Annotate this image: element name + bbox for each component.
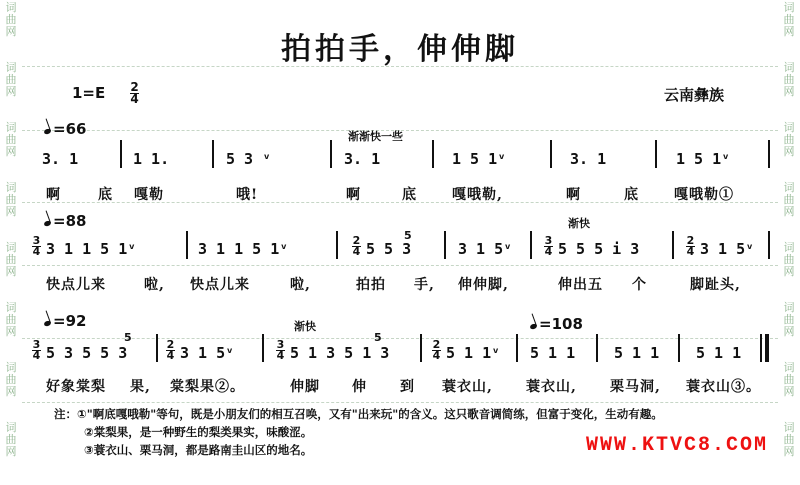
lyric: 底 — [98, 187, 113, 203]
measure-notes: 5 5 3 — [366, 240, 412, 258]
quarter-note-icon — [43, 220, 51, 227]
lyric: 啊 — [46, 187, 61, 203]
barline — [530, 231, 532, 259]
tempo-change-mark: 渐快 — [294, 320, 316, 333]
watermark-right-4: 词 曲 网 — [783, 181, 795, 218]
barline — [655, 140, 657, 168]
time-signature: 2 4 — [432, 338, 441, 362]
lyric: 嘎哦勒, — [452, 187, 503, 203]
measure-notes: 1 5 1ᵛ — [676, 150, 731, 168]
measure-notes: 1 5 1ᵛ — [452, 150, 507, 168]
watermark-right-6: 词 曲 网 — [783, 301, 795, 338]
quarter-note-icon — [43, 320, 51, 327]
divider — [22, 338, 778, 339]
watermark-left-5: 词 曲 网 — [5, 241, 17, 278]
tempo-mark: =108 — [530, 315, 583, 333]
watermark-left-1: 词 曲 网 — [5, 1, 17, 38]
lyric: 啊 — [346, 187, 361, 203]
barline — [550, 140, 552, 168]
barline — [156, 334, 158, 362]
song-title: 拍拍手，伸伸脚 — [281, 32, 519, 67]
lyric: 到 — [400, 379, 415, 395]
lyric: 棠梨果②。 — [170, 379, 245, 395]
tempo-mark: =88 — [44, 212, 86, 230]
lyric: 快点儿来 — [190, 277, 250, 293]
watermark-right-3: 词 曲 网 — [783, 121, 795, 158]
grace-note: 5 — [404, 229, 412, 242]
barline — [760, 334, 762, 362]
watermark-left-4: 词 曲 网 — [5, 181, 17, 218]
lyric: 拍拍 — [356, 277, 386, 293]
measure-notes: 5 3 5 5 3 — [46, 344, 128, 362]
lyric: 蓑衣山, — [442, 379, 493, 395]
lyric: 蓑衣山③。 — [686, 379, 761, 395]
quarter-note-icon — [43, 128, 51, 135]
lyric: 嘎勒 — [134, 187, 164, 203]
measure-notes: 3. 1 — [42, 150, 79, 168]
divider — [22, 402, 778, 403]
barline — [768, 231, 770, 259]
barline — [444, 231, 446, 259]
barline — [420, 334, 422, 362]
site-url: WWW.KTVC8.COM — [586, 434, 769, 457]
footnote: ③蓑衣山、栗马洞，都是路南圭山区的地名。 — [84, 443, 313, 457]
lyric: 伸 — [352, 379, 367, 395]
measure-notes: 3 1 5ᵛ — [458, 240, 513, 258]
watermark-left-2: 词 曲 网 — [5, 61, 17, 98]
measure-notes: 5 1 1 — [614, 344, 660, 362]
measure-notes: 3 1 1 5 1ᵛ — [46, 240, 137, 258]
time-signature: 3 4 — [32, 234, 41, 258]
watermark-right-7: 词 曲 网 — [783, 361, 795, 398]
barline — [336, 231, 338, 259]
barline — [596, 334, 598, 362]
lyric: 脚趾头, — [690, 277, 741, 293]
lyric: 好象棠梨 — [46, 379, 106, 395]
measure-notes: 5 3 ᵛ — [226, 150, 272, 168]
footnote: 注：①"啊底嘎哦勒"等句，既是小朋友们的相互召唤，又有"出来玩"的含义。这只歌音调简练，但富于变化，生动有趣。 — [54, 407, 663, 421]
time-signature: 3 4 — [32, 338, 41, 362]
time-signature: 3 4 — [276, 338, 285, 362]
measure-notes: 5 1 1ᵛ — [446, 344, 501, 362]
watermark-right-2: 词 曲 网 — [783, 61, 795, 98]
lyric: 个 — [632, 277, 647, 293]
measure-notes: 5 5 5 i 3 — [558, 240, 640, 258]
measure-notes: 3 1 5ᵛ — [700, 240, 755, 258]
lyric: 果, — [130, 379, 151, 395]
watermark-right-5: 词 曲 网 — [783, 241, 795, 278]
final-barline — [765, 334, 769, 362]
lyric: 哦! — [236, 187, 259, 203]
barline — [262, 334, 264, 362]
tempo-mark: =92 — [44, 312, 86, 330]
quarter-note-icon — [529, 323, 537, 330]
lyric: 啦, — [144, 277, 165, 293]
watermark-right-1: 词 曲 网 — [783, 1, 795, 38]
lyric: 栗马洞, — [610, 379, 661, 395]
watermark-right-8: 词 曲 网 — [783, 421, 795, 458]
lyric: 伸出五 — [558, 277, 603, 293]
tempo-change-mark: 渐渐快一些 — [348, 130, 403, 143]
measure-notes: 5 1 1 — [530, 344, 576, 362]
measure-notes: 3 1 1 5 1ᵛ — [198, 240, 289, 258]
watermark-left-7: 词 曲 网 — [5, 361, 17, 398]
time-signature: 2 4 — [686, 234, 695, 258]
lyric: 伸脚 — [290, 379, 320, 395]
watermark-left-3: 词 曲 网 — [5, 121, 17, 158]
lyric: 蓑衣山, — [526, 379, 577, 395]
lyric: 底 — [624, 187, 639, 203]
barline — [678, 334, 680, 362]
lyric: 伸伸脚, — [458, 277, 509, 293]
measure-notes: 5 1 1 — [696, 344, 742, 362]
time-signature: 3 4 — [544, 234, 553, 258]
barline — [516, 334, 518, 362]
lyric: 啦, — [290, 277, 311, 293]
tempo-change-mark: 渐快 — [568, 217, 590, 230]
measure-notes: 3. 1 — [344, 150, 381, 168]
grace-note: 5 — [124, 331, 132, 344]
lyric: 快点儿来 — [46, 277, 106, 293]
time-signature: 2 4 — [352, 234, 361, 258]
key-signature: 1=E — [72, 84, 106, 102]
measure-notes: 3 1 5ᵛ — [180, 344, 235, 362]
lyric: 手, — [414, 277, 435, 293]
grace-note: 5 — [374, 331, 382, 344]
measure-notes: 1 1. — [133, 150, 170, 168]
barline — [212, 140, 214, 168]
lyric: 底 — [402, 187, 417, 203]
barline — [120, 140, 122, 168]
barline — [768, 140, 770, 168]
barline — [672, 231, 674, 259]
barline — [330, 140, 332, 168]
song-origin: 云南彝族 — [664, 86, 725, 104]
divider — [22, 265, 778, 266]
footnote: ②棠梨果，是一种野生的梨类果实，味酸涩。 — [84, 425, 313, 439]
lyric: 嘎哦勒① — [674, 187, 734, 203]
barline — [432, 140, 434, 168]
watermark-left-8: 词 曲 网 — [5, 421, 17, 458]
lyric: 啊 — [566, 187, 581, 203]
watermark-left-6: 词 曲 网 — [5, 301, 17, 338]
barline — [186, 231, 188, 259]
measure-notes: 3. 1 — [570, 150, 607, 168]
measure-notes: 5 1 3 5 1 3 — [290, 344, 390, 362]
time-signature: 2 4 — [166, 338, 175, 362]
time-signature: 2 4 — [130, 80, 139, 106]
tempo-mark: =66 — [44, 120, 86, 138]
